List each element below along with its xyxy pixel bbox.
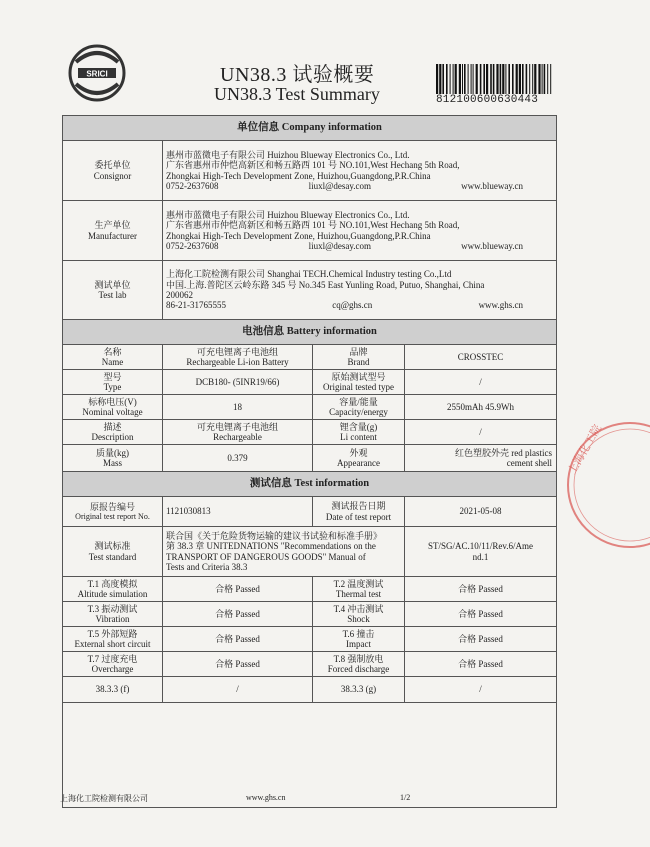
test-item-name-cn: T.1 高度模拟 xyxy=(87,578,138,589)
test-item2-name-cn: T.2 温度测试 xyxy=(333,578,384,589)
standard-ref-2: nd.1 xyxy=(472,551,489,562)
test-item-name-en: Altitude simulation xyxy=(77,589,148,599)
company-section-title: 单位信息 Company information xyxy=(63,116,557,141)
standard-line2: 第 38.3 章 UNITEDNATIONS "Recommendations on the xyxy=(166,541,376,552)
last-right-value: / xyxy=(405,677,557,703)
capacity-label-en: Capacity/energy xyxy=(329,407,388,417)
barcode-bar xyxy=(453,64,454,94)
battery-section-title: 电池信息 Battery information xyxy=(63,320,557,345)
manufacturer-line3: Zhongkai High-Tech Development Zone, Huizhou,Guangdong,P.R.China xyxy=(166,230,431,241)
test-item2-name-cn: T.8 强制放电 xyxy=(333,653,384,664)
report-label-en: Original test report No. xyxy=(75,512,150,522)
test-item2-result: 合格 Passed xyxy=(405,652,557,677)
li-label-en: Li content xyxy=(340,432,377,442)
barcode-bar xyxy=(547,64,548,94)
brand-label-en: Brand xyxy=(347,357,370,367)
capacity-value: 2550mAh 45.9Wh xyxy=(405,395,557,420)
test-lab-phone: 86-21-31765555 xyxy=(166,300,226,311)
barcode-bar xyxy=(526,64,528,94)
barcode-bar xyxy=(483,64,485,94)
test-item2-name-en: Impact xyxy=(346,639,371,649)
barcode-bar xyxy=(512,64,514,94)
barcode-bar xyxy=(436,64,438,94)
brand-value: CROSSTEC xyxy=(405,345,557,370)
barcode-bar xyxy=(542,64,543,94)
date-label-cn: 测试报告日期 xyxy=(331,501,386,512)
appearance-value-1: 红色塑胶外壳 red plastics xyxy=(455,447,552,458)
standard-ref-1: ST/SG/AC.10/11/Rev.6/Ame xyxy=(427,541,534,552)
manufacturer-line2: 广东省惠州市仲恺高新区和畅五路西 101 号 NO.101,West Hechang 5th Road, xyxy=(166,220,460,231)
barcode-bar xyxy=(464,64,466,94)
barcode-bar xyxy=(522,64,524,94)
test-item2-name-en: Shock xyxy=(347,614,370,624)
test-item2-name-cn: T.4 冲击测试 xyxy=(333,603,384,614)
li-label-cn: 锂含量(g) xyxy=(339,421,378,432)
desc-label-en: Description xyxy=(91,432,134,442)
barcode-bar xyxy=(490,64,492,94)
mass-value: 0.379 xyxy=(163,445,313,472)
name-label-cn: 名称 xyxy=(103,346,122,357)
test-item-name-en: External short circuit xyxy=(74,639,151,649)
consignor-line3: Zhongkai High-Tech Development Zone, Huizhou,Guangdong,P.R.China xyxy=(166,170,431,181)
test-item-row xyxy=(63,577,557,602)
last-left-label: 38.3.3 (f) xyxy=(63,677,163,703)
type-value: DCB180- (5INR19/66) xyxy=(163,370,313,395)
consignor-email: liuxl@desay.com xyxy=(308,180,372,191)
barcode-bar xyxy=(529,64,530,94)
standard-value xyxy=(163,527,405,577)
standard-label-cn: 测试标准 xyxy=(94,541,131,552)
consignor-label-en: Consignor xyxy=(93,170,132,181)
test-item2-result: 合格 Passed xyxy=(405,577,557,602)
appearance-value-2: cement shell xyxy=(506,458,552,468)
date-value: 2021-05-08 xyxy=(405,497,557,527)
report-label-cn: 原报告编号 xyxy=(89,501,135,512)
barcode-bar xyxy=(500,64,502,94)
test-item2-result: 合格 Passed xyxy=(405,602,557,627)
test-lab-line3: 200062 xyxy=(166,290,193,300)
name-value-en: Rechargeable Li-ion Battery xyxy=(186,357,289,367)
test-item-name-cn: T.5 外部短路 xyxy=(87,628,138,639)
barcode-bar xyxy=(519,64,521,94)
manufacturer-label-en: Manufacturer xyxy=(88,230,137,241)
manufacturer-web: www.blueway.cn xyxy=(461,240,523,251)
manufacturer-line1: 惠州市蓝微电子有限公司 Huizhou Blueway Electronics Co., Ltd. xyxy=(166,209,410,220)
test-item2-result: 合格 Passed xyxy=(405,627,557,652)
barcode-bar xyxy=(508,64,510,94)
barcode-bar xyxy=(473,64,474,94)
date-label-en: Date of test report xyxy=(325,511,392,522)
barcode-bar xyxy=(455,64,457,94)
test-item-name-en: Vibration xyxy=(95,614,130,624)
barcode-bar xyxy=(476,64,478,94)
barcode-bar xyxy=(544,64,546,94)
test-lab-label-cn: 测试单位 xyxy=(94,279,131,290)
barcode-bar xyxy=(446,64,448,94)
barcode-bar xyxy=(496,64,498,94)
orig-type-value: / xyxy=(405,370,557,395)
test-lab-info xyxy=(163,261,557,320)
barcode-bar xyxy=(480,64,482,94)
manufacturer-info xyxy=(163,201,557,261)
test-item-name-cn: T.7 过度充电 xyxy=(87,653,138,664)
name-label-en: Name xyxy=(101,357,124,367)
last-right-label: 38.3.3 (g) xyxy=(313,677,405,703)
test-item-name-en: Overcharge xyxy=(91,664,134,674)
consignor-info xyxy=(163,141,557,201)
orig-type-label-en: Original tested type xyxy=(323,382,394,392)
consignor-label-cn: 委托单位 xyxy=(94,160,131,171)
barcode xyxy=(436,64,554,94)
barcode-number: 812100600630443 xyxy=(436,94,539,106)
test-item2-name-en: Forced discharge xyxy=(327,664,390,674)
brand-label-cn: 品牌 xyxy=(349,346,368,357)
desc-value-cn: 可充电锂离子电池组 xyxy=(196,421,278,432)
standard-line3: TRANSPORT OF DANGEROUS GOODS" Manual of xyxy=(166,551,366,562)
test-item-result: 合格 Passed xyxy=(163,602,313,627)
barcode-bar xyxy=(462,64,463,94)
test-item-result: 合格 Passed xyxy=(163,627,313,652)
barcode-bar xyxy=(516,64,518,94)
barcode-bar xyxy=(532,64,533,94)
barcode-bar xyxy=(471,64,472,94)
test-section-title: 测试信息 Test information xyxy=(63,472,557,497)
summary-table xyxy=(62,115,557,808)
standard-line4: Tests and Criteria 38.3 xyxy=(166,561,248,572)
mass-label-en: Mass xyxy=(102,458,122,468)
test-lab-line2: 中国.上海.普陀区云岭东路 345 号 No.345 East Yunling Road, Putuo, Shanghai, China xyxy=(166,279,485,290)
srici-logo xyxy=(66,42,128,104)
barcode-bar xyxy=(550,64,551,94)
title-en: UN38.3 Test Summary xyxy=(214,84,380,104)
barcode-bar xyxy=(505,64,506,94)
orig-type-label-cn: 原始测试型号 xyxy=(331,371,386,382)
title-cn: UN38.3 试验概要 xyxy=(220,64,375,86)
barcode-bar xyxy=(502,64,504,94)
last-left-value: / xyxy=(163,677,313,703)
type-label-en: Type xyxy=(103,382,122,392)
red-stamp xyxy=(560,415,650,555)
desc-value-en: Rechargeable xyxy=(213,432,262,442)
barcode-bar xyxy=(442,64,444,94)
test-lab-email: cq@ghs.cn xyxy=(332,300,373,311)
test-item-row xyxy=(63,627,557,652)
footer-company: 上海化工院检测有限公司 xyxy=(60,794,148,803)
test-item-result: 合格 Passed xyxy=(163,577,313,602)
type-label-cn: 型号 xyxy=(103,371,122,382)
test-item-row xyxy=(63,652,557,677)
blank-area xyxy=(63,703,557,808)
barcode-bar xyxy=(450,64,451,94)
capacity-label-cn: 容量/能量 xyxy=(339,396,378,407)
li-value: / xyxy=(405,420,557,445)
consignor-phone: 0752-2637608 xyxy=(166,180,219,191)
test-lab-label-en: Test lab xyxy=(98,290,127,300)
appearance-label-cn: 外观 xyxy=(349,447,368,458)
voltage-value: 18 xyxy=(163,395,313,420)
barcode-bar xyxy=(493,64,495,94)
footer-page: 1/2 xyxy=(400,793,411,802)
test-item-name-cn: T.3 振动测试 xyxy=(87,603,138,614)
barcode-bar xyxy=(486,64,488,94)
consignor-web: www.blueway.cn xyxy=(461,180,523,191)
barcode-bar xyxy=(538,64,540,94)
standard-line1: 联合国《关于危险货物运输的建议书试验和标准手册》 xyxy=(166,530,383,541)
svg-text:SRICI: SRICI xyxy=(86,69,108,79)
name-value-cn: 可充电锂离子电池组 xyxy=(196,346,278,357)
consignor-line1: 惠州市蓝微电子有限公司 Huizhou Blueway Electronics Co., Ltd. xyxy=(166,149,410,160)
report-value: 1121030813 xyxy=(163,497,313,527)
manufacturer-phone: 0752-2637608 xyxy=(166,240,219,251)
mass-label-cn: 质量(kg) xyxy=(96,447,129,458)
test-lab-line1: 上海化工院检测有限公司 Shanghai TECH.Chemical Industry testing Co.,Ltd xyxy=(166,269,452,280)
consignor-row xyxy=(63,141,557,201)
test-item-result: 合格 Passed xyxy=(163,652,313,677)
appearance-label-en: Appearance xyxy=(337,458,380,468)
svg-text:上海化工院: 上海化工院 xyxy=(565,422,605,477)
test-item-row xyxy=(63,602,557,627)
barcode-bar xyxy=(468,64,469,94)
manufacturer-email: liuxl@desay.com xyxy=(308,240,372,251)
test-item2-name-en: Thermal test xyxy=(335,589,382,599)
test-item2-name-cn: T.6 撞击 xyxy=(342,628,375,639)
test-lab-row xyxy=(63,261,557,320)
barcode-bar xyxy=(534,64,536,94)
barcode-bar xyxy=(439,64,441,94)
voltage-label-en: Nominal voltage xyxy=(82,407,143,417)
manufacturer-label-cn: 生产单位 xyxy=(94,220,131,231)
consignor-line2: 广东省惠州市仲恺高新区和畅五路西 101 号 NO.101,West Hechang 5th Road, xyxy=(166,160,460,171)
desc-label-cn: 描述 xyxy=(103,421,122,432)
manufacturer-row xyxy=(63,201,557,261)
test-lab-web: www.ghs.cn xyxy=(478,300,523,311)
voltage-label-cn: 标称电压(V) xyxy=(88,396,137,407)
standard-label-en: Test standard xyxy=(88,551,137,562)
barcode-bar xyxy=(459,64,461,94)
footer-web: www.ghs.cn xyxy=(246,793,286,802)
